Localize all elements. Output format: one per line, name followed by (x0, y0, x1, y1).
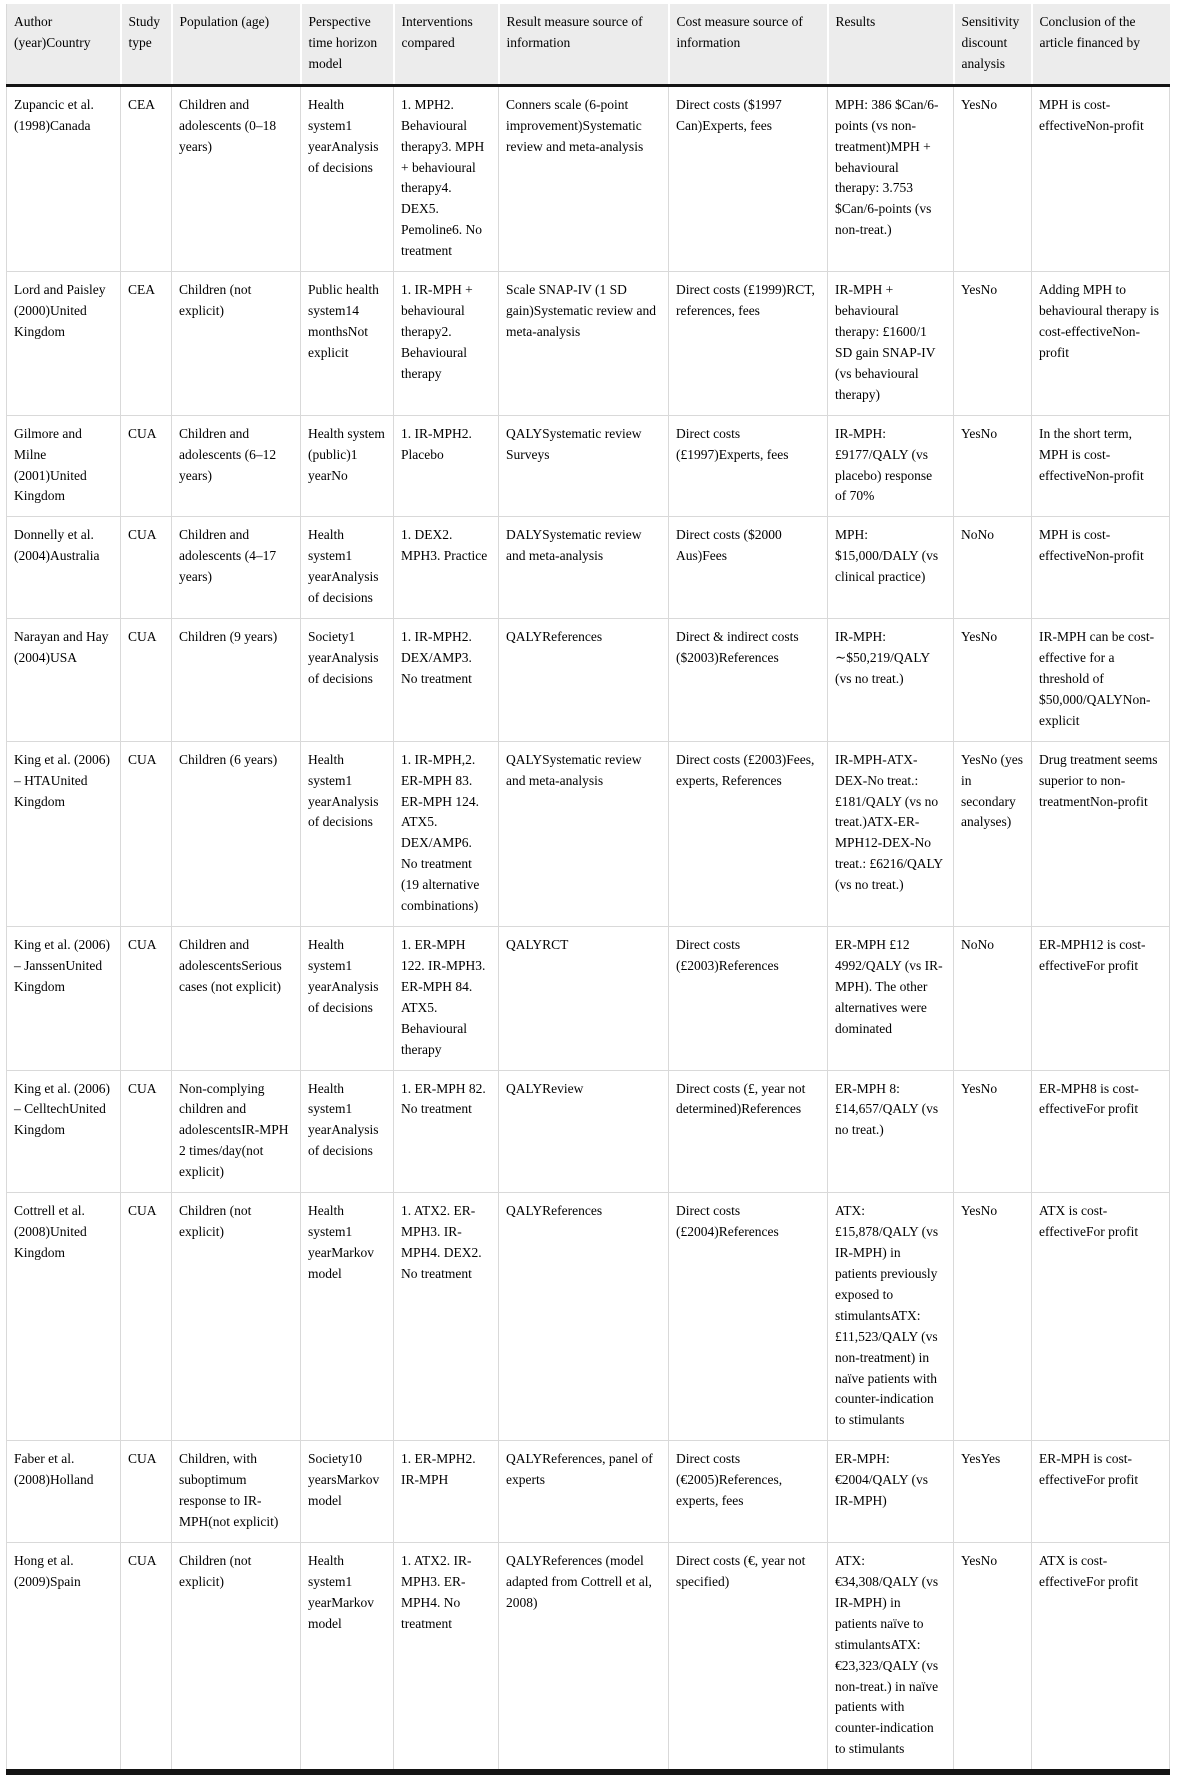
cell-conclusion: ATX is cost-effectiveFor profit (1032, 1193, 1170, 1441)
cell-sensitivity: YesNo (954, 1543, 1032, 1773)
cell-interventions: 1. DEX2. MPH3. Practice (394, 517, 499, 619)
cell-population: Children (6 years) (172, 741, 301, 926)
cell-interventions: 1. IR-MPH + behavioural therapy2. Behavioural therapy (394, 272, 499, 416)
cell-study-type: CEA (121, 85, 172, 271)
cell-author: Cottrell et al. (2008)United Kingdom (7, 1193, 121, 1441)
cell-author: Donnelly et al. (2004)Australia (7, 517, 121, 619)
cell-author: Narayan and Hay (2004)USA (7, 619, 121, 742)
cell-results: IR-MPH-ATX-DEX-No treat.: £181/QALY (vs no treat.)ATX-ER-MPH12-DEX-No treat.: £6216/QALY (vs no treat.) (828, 741, 954, 926)
table-row (7, 415, 1170, 517)
cell-results: ER-MPH: €2004/QALY (vs IR-MPH) (828, 1441, 954, 1543)
cell-result-measure: QALYReferences (499, 619, 669, 742)
cell-cost-measure: Direct costs (€2005)References, experts, fees (669, 1441, 828, 1543)
cell-author: Zupancic et al. (1998)Canada (7, 85, 121, 271)
cell-population: Children and adolescents (4–17 years) (172, 517, 301, 619)
cell-sensitivity: YesYes (954, 1441, 1032, 1543)
cell-author: Faber et al. (2008)Holland (7, 1441, 121, 1543)
cell-conclusion: In the short term, MPH is cost-effectiveNon-profit (1032, 415, 1170, 517)
cell-results: IR-MPH + behavioural therapy: £1600/1 SD gain SNAP-IV (vs behavioural therapy) (828, 272, 954, 416)
cell-conclusion: IR-MPH can be cost-effective for a threshold of $50,000/QALYNon-explicit (1032, 619, 1170, 742)
cell-population: Children (not explicit) (172, 272, 301, 416)
cell-perspective: Health system1 yearAnalysis of decisions (301, 85, 394, 271)
cell-conclusion: MPH is cost-effectiveNon-profit (1032, 85, 1170, 271)
column-header-perspective: Perspective time horizon model (301, 4, 394, 85)
table-row (7, 85, 1170, 271)
table-row (7, 517, 1170, 619)
cell-perspective: Health system (public)1 yearNo (301, 415, 394, 517)
cell-cost-measure: Direct & indirect costs ($2003)References (669, 619, 828, 742)
cell-cost-measure: Direct costs ($1997 Can)Experts, fees (669, 85, 828, 271)
cell-perspective: Health system1 yearAnalysis of decisions (301, 1070, 394, 1193)
cell-study-type: CUA (121, 1441, 172, 1543)
cell-population: Children and adolescentsSerious cases (not explicit) (172, 927, 301, 1071)
cell-cost-measure: Direct costs (£2003)References (669, 927, 828, 1071)
cell-interventions: 1. ER-MPH 122. IR-MPH3. ER-MPH 84. ATX5. Behavioural therapy (394, 927, 499, 1071)
cell-perspective: Health system1 yearAnalysis of decisions (301, 741, 394, 926)
table-row (7, 1193, 1170, 1441)
cell-author: King et al. (2006) – CelltechUnited Kingdom (7, 1070, 121, 1193)
table-row (7, 272, 1170, 416)
cell-sensitivity: YesNo (yes in secondary analyses) (954, 741, 1032, 926)
cell-result-measure: QALYSystematic review Surveys (499, 415, 669, 517)
column-header-conclusion: Conclusion of the article financed by (1032, 4, 1170, 85)
cell-study-type: CUA (121, 1193, 172, 1441)
header-row (7, 4, 1170, 85)
table-body (7, 85, 1170, 1772)
cell-sensitivity: YesNo (954, 272, 1032, 416)
cell-sensitivity: YesNo (954, 619, 1032, 742)
cell-population: Children and adolescents (0–18 years) (172, 85, 301, 271)
cell-study-type: CUA (121, 619, 172, 742)
cell-interventions: 1. ER-MPH2. IR-MPH (394, 1441, 499, 1543)
column-header-author: Author (year)Country (7, 4, 121, 85)
column-header-study-type: Study type (121, 4, 172, 85)
cell-conclusion: ER-MPH is cost-effectiveFor profit (1032, 1441, 1170, 1543)
column-header-results: Results (828, 4, 954, 85)
cell-sensitivity: NoNo (954, 927, 1032, 1071)
cell-conclusion: Adding MPH to behavioural therapy is cost-effectiveNon-profit (1032, 272, 1170, 416)
cell-cost-measure: Direct costs (£2003)Fees, experts, References (669, 741, 828, 926)
cell-conclusion: Drug treatment seems superior to non-treatmentNon-profit (1032, 741, 1170, 926)
cell-author: Lord and Paisley (2000)United Kingdom (7, 272, 121, 416)
cell-results: ER-MPH 8: £14,657/QALY (vs no treat.) (828, 1070, 954, 1193)
cell-conclusion: ER-MPH12 is cost-effectiveFor profit (1032, 927, 1170, 1071)
studies-table (6, 4, 1170, 1775)
cell-study-type: CUA (121, 517, 172, 619)
cell-cost-measure: Direct costs (£1999)RCT, references, fees (669, 272, 828, 416)
cell-results: MPH: $15,000/DALY (vs clinical practice) (828, 517, 954, 619)
cell-author: King et al. (2006) – JanssenUnited Kingdom (7, 927, 121, 1071)
cell-population: Children (9 years) (172, 619, 301, 742)
table-row (7, 1441, 1170, 1543)
cell-sensitivity: YesNo (954, 85, 1032, 271)
cell-study-type: CUA (121, 415, 172, 517)
cell-interventions: 1. MPH2. Behavioural therapy3. MPH + behavioural therapy4. DEX5. Pemoline6. No treatment (394, 85, 499, 271)
cell-conclusion: MPH is cost-effectiveNon-profit (1032, 517, 1170, 619)
cell-result-measure: DALYSystematic review and meta-analysis (499, 517, 669, 619)
cell-results: ER-MPH £12 4992/QALY (vs IR-MPH). The other alternatives were dominated (828, 927, 954, 1071)
table-row (7, 619, 1170, 742)
table-row (7, 741, 1170, 926)
cell-result-measure: QALYRCT (499, 927, 669, 1071)
column-header-result-measure: Result measure source of information (499, 4, 669, 85)
cell-author: Hong et al. (2009)Spain (7, 1543, 121, 1773)
cell-perspective: Society1 yearAnalysis of decisions (301, 619, 394, 742)
cell-population: Children, with suboptimum response to IR-MPH(not explicit) (172, 1441, 301, 1543)
cell-result-measure: QALYReferences (model adapted from Cottrell et al, 2008) (499, 1543, 669, 1773)
column-header-interventions: Interventions compared (394, 4, 499, 85)
cell-interventions: 1. IR-MPH2. Placebo (394, 415, 499, 517)
cell-author: Gilmore and Milne (2001)United Kingdom (7, 415, 121, 517)
cell-population: Children (not explicit) (172, 1543, 301, 1773)
cell-population: Children and adolescents (6–12 years) (172, 415, 301, 517)
cell-perspective: Health system1 yearMarkov model (301, 1193, 394, 1441)
cell-result-measure: Conners scale (6-point improvement)Systematic review and meta-analysis (499, 85, 669, 271)
cell-cost-measure: Direct costs (£, year not determined)References (669, 1070, 828, 1193)
cell-result-measure: QALYSystematic review and meta-analysis (499, 741, 669, 926)
cell-perspective: Health system1 yearAnalysis of decisions (301, 517, 394, 619)
cell-results: IR-MPH: ∼$50,219/QALY (vs no treat.) (828, 619, 954, 742)
cell-interventions: 1. ATX2. IR-MPH3. ER-MPH4. No treatment (394, 1543, 499, 1773)
column-header-cost-measure: Cost measure source of information (669, 4, 828, 85)
cell-results: MPH: 386 $Can/6-points (vs non-treatment)MPH + behavioural therapy: 3.753 $Can/6-points (vs non-treat.) (828, 85, 954, 271)
cell-sensitivity: NoNo (954, 517, 1032, 619)
column-header-population: Population (age) (172, 4, 301, 85)
cell-results: ATX: £15,878/QALY (vs IR-MPH) in patients previously exposed to stimulantsATX: £11,523/QALY (vs non-treatment) in naïve patients with counter-indication to stimulants (828, 1193, 954, 1441)
table-row (7, 927, 1170, 1071)
cell-sensitivity: YesNo (954, 415, 1032, 517)
table-row (7, 1543, 1170, 1773)
cell-cost-measure: Direct costs ($2000 Aus)Fees (669, 517, 828, 619)
cell-conclusion: ATX is cost-effectiveFor profit (1032, 1543, 1170, 1773)
cell-study-type: CUA (121, 927, 172, 1071)
cell-perspective: Health system1 yearMarkov model (301, 1543, 394, 1773)
cell-sensitivity: YesNo (954, 1070, 1032, 1193)
cell-results: IR-MPH: £9177/QALY (vs placebo) response of 70% (828, 415, 954, 517)
cell-perspective: Society10 yearsMarkov model (301, 1441, 394, 1543)
cell-cost-measure: Direct costs (£1997)Experts, fees (669, 415, 828, 517)
cell-population: Non-complying children and adolescentsIR-MPH 2 times/day(not explicit) (172, 1070, 301, 1193)
cell-result-measure: Scale SNAP-IV (1 SD gain)Systematic review and meta-analysis (499, 272, 669, 416)
cell-sensitivity: YesNo (954, 1193, 1032, 1441)
cell-study-type: CEA (121, 272, 172, 416)
cell-results: ATX: €34,308/QALY (vs IR-MPH) in patients naïve to stimulantsATX: €23,323/QALY (vs non-treat.) in naïve patients with counter-indication to stimulants (828, 1543, 954, 1773)
cell-result-measure: QALYReview (499, 1070, 669, 1193)
cell-population: Children (not explicit) (172, 1193, 301, 1441)
cell-interventions: 1. ATX2. ER-MPH3. IR-MPH4. DEX2. No treatment (394, 1193, 499, 1441)
cell-cost-measure: Direct costs (£2004)References (669, 1193, 828, 1441)
table-row (7, 1070, 1170, 1193)
cell-conclusion: ER-MPH8 is cost-effectiveFor profit (1032, 1070, 1170, 1193)
cell-result-measure: QALYReferences, panel of experts (499, 1441, 669, 1543)
cell-interventions: 1. IR-MPH2. DEX/AMP3. No treatment (394, 619, 499, 742)
cell-cost-measure: Direct costs (€, year not specified) (669, 1543, 828, 1773)
cell-interventions: 1. ER-MPH 82. No treatment (394, 1070, 499, 1193)
cell-perspective: Public health system14 monthsNot explicit (301, 272, 394, 416)
cell-study-type: CUA (121, 741, 172, 926)
cell-study-type: CUA (121, 1543, 172, 1773)
cell-perspective: Health system1 yearAnalysis of decisions (301, 927, 394, 1071)
cell-interventions: 1. IR-MPH,2. ER-MPH 83. ER-MPH 124. ATX5. DEX/AMP6. No treatment (19 alternative combinations) (394, 741, 499, 926)
cell-result-measure: QALYReferences (499, 1193, 669, 1441)
cell-study-type: CUA (121, 1070, 172, 1193)
cell-author: King et al. (2006) – HTAUnited Kingdom (7, 741, 121, 926)
column-header-sensitivity: Sensitivity discount analysis (954, 4, 1032, 85)
